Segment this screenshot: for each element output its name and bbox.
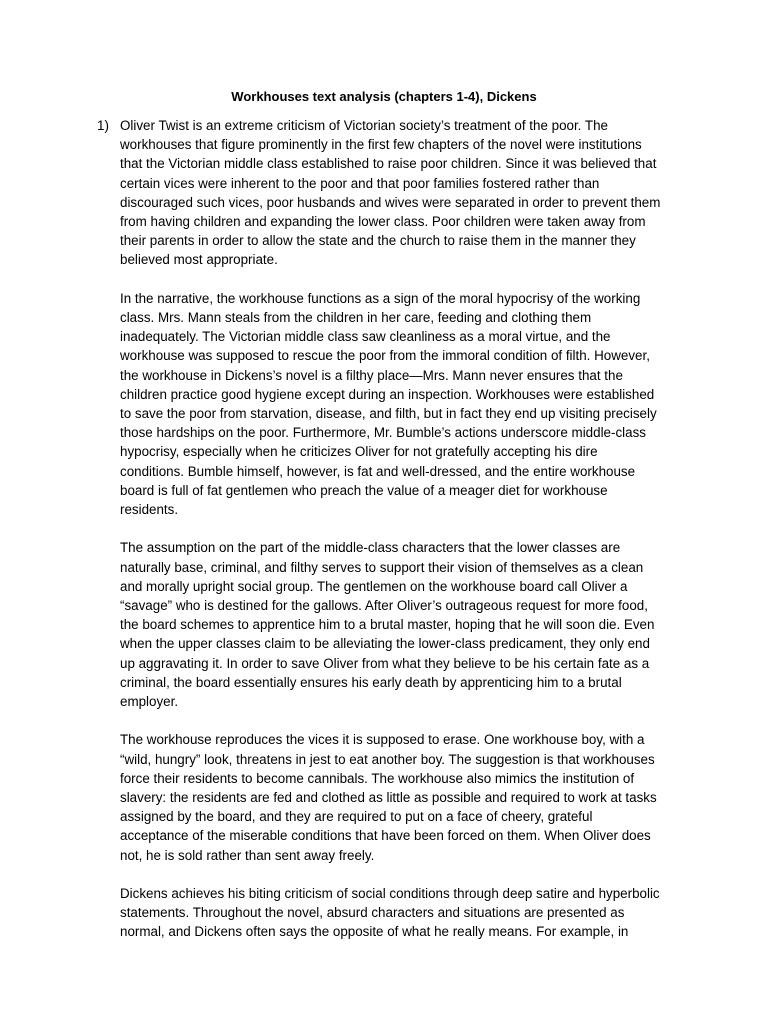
text-line: that the Victorian middle class established to raise poor children. Since it was believed that [120,156,657,172]
document-body [120,116,720,961]
text-line: “wild, hungry” look, threatens in jest to eat another boy. The suggestion is that workhouses [120,751,655,767]
text-line: from having children and expanding the lower class. Poor children were taken away from [120,214,646,230]
text-line: certain vices were inherent to the poor and that poor families fostered rather than [120,175,600,191]
text-line: discouraged such vices, poor husbands and wives were separated in order to prevent them [120,194,661,210]
text-line: class. Mrs. Mann steals from the children in her care, feeding and clothing them [120,310,592,326]
text-line: those hardships on the poor. Furthermore, Mr. Bumble’s actions underscore middle-class [120,425,646,441]
text-line: employer. [120,694,179,710]
text-line: up aggravating it. In order to save Oliver from what they believe to be his certain fate as a [120,655,650,671]
text-line: and morally upright social group. The gentlemen on the workhouse board call Oliver a [120,578,628,594]
text-line: The assumption on the part of the middle-class characters that the lower classes are [120,540,621,556]
text-line: assigned by the board, and they are required to put on a face of cheery, grateful [120,809,593,825]
text-line: children practice good hygiene except during an inspection. Workhouses were established [120,386,655,402]
text-line: not, he is sold rather than sent away freely. [120,847,375,863]
document-title: Workhouses text analysis (chapters 1-4), Dickens [231,89,537,104]
paragraph [120,730,720,864]
paragraph [120,538,720,711]
text-line: their parents in order to allow the state and the church to raise them in the manner they [120,233,636,249]
text-line: conditions. Bumble himself, however, is fat and well-dressed, and the entire workhouse [120,463,636,479]
text-line: normal, and Dickens often says the opposite of what he really means. For example, in [120,924,629,940]
text-line: workhouse was supposed to rescue the poor from the immoral condition of filth. However, [120,348,650,364]
text-line: hypocrisy, especially when he criticizes Oliver for not gratefully accepting his dire [120,444,598,460]
text-line: when the upper classes claim to be alleviating the lower-class predicament, they only end [120,636,650,652]
text-line: statements. Throughout the novel, absurd characters and situations are presented as [120,905,625,921]
text-line: slavery: the residents are fed and clothed as little as possible and required to work at tasks [120,790,657,806]
text-line: force their residents to become cannibals. The workhouse also mimics the institution of [120,770,635,786]
text-line: believed most appropriate. [120,252,278,268]
text-line: board is full of fat gentlemen who preach the value of a meager diet for workhouse [120,482,608,498]
paragraph [120,884,720,942]
list-item-number: 1) [97,118,109,133]
paragraph [120,289,720,519]
text-line: “savage” who is destined for the gallows. After Oliver’s outrageous request for more food, [120,598,648,614]
text-line: In the narrative, the workhouse functions as a sign of the moral hypocrisy of the working [120,290,641,306]
text-line: Dickens achieves his biting criticism of social conditions through deep satire and hyperbolic [120,886,660,902]
text-line: Oliver Twist is an extreme criticism of Victorian society’s treatment of the poor. The [120,118,608,133]
text-line: the workhouse in Dickens’s novel is a filthy place—Mrs. Mann never ensures that the [120,367,623,383]
text-line: to save the poor from starvation, disease, and filth, but in fact they end up visiting precisely [120,406,657,422]
text-line: The workhouse reproduces the vices it is supposed to erase. One workhouse boy, with a [120,732,645,748]
text-line: naturally base, criminal, and filthy serves to support their vision of themselves as a clean [120,559,644,575]
text-line: inadequately. The Victorian middle class saw cleanliness as a moral virtue, and the [120,329,611,345]
text-line: acceptance of the miserable conditions that have been forced on them. When Oliver does [120,828,651,844]
text-line: workhouses that figure prominently in the first few chapters of the novel were institutions [120,137,642,153]
text-line: criminal, the board essentially ensures his early death by apprenticing him to a brutal [120,674,622,690]
text-line: residents. [120,502,179,518]
paragraph [120,116,720,270]
text-line: the board schemes to apprentice him to a brutal master, hoping that he will soon die. Even [120,617,655,633]
